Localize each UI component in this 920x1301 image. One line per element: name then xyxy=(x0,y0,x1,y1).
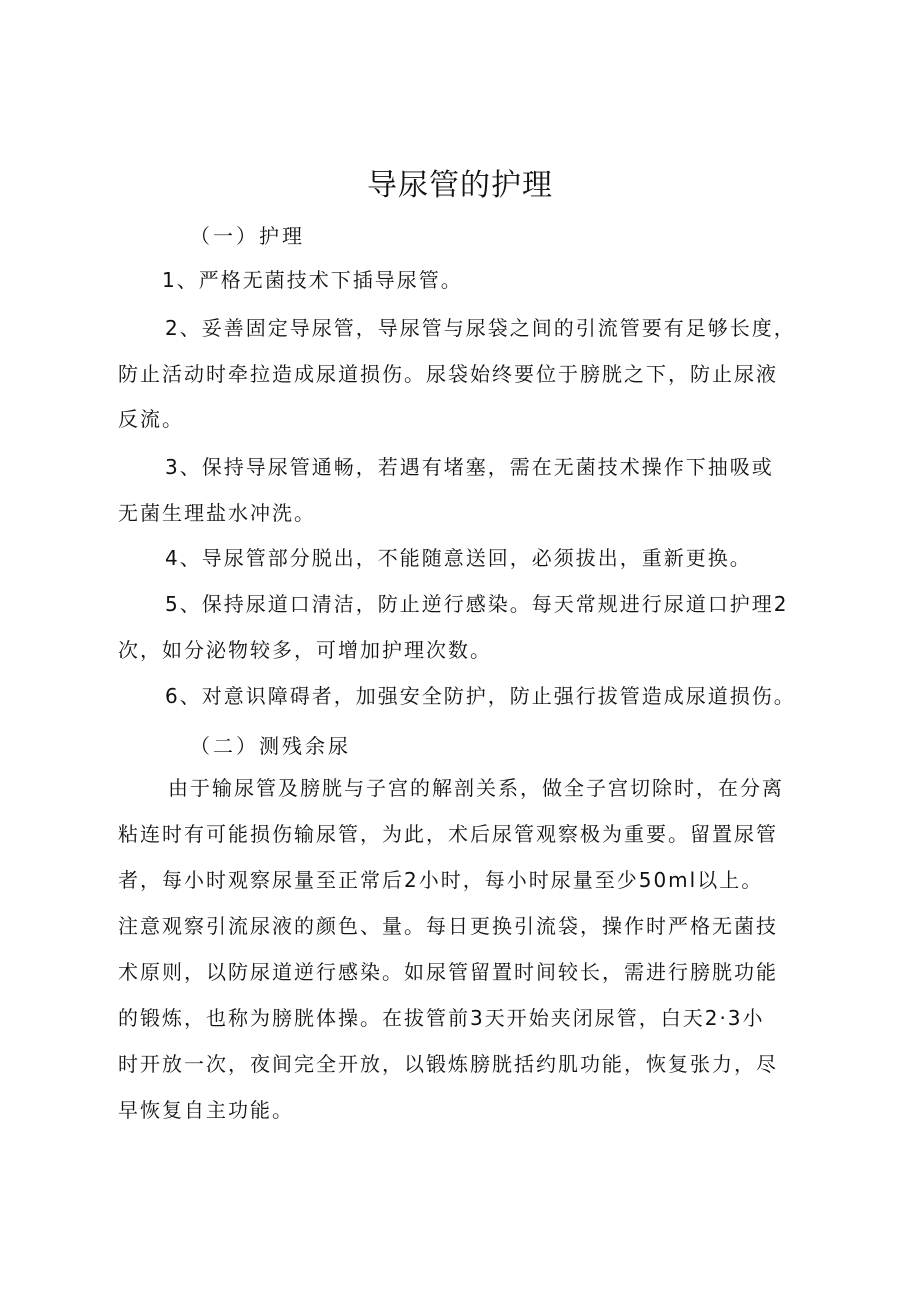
paragraph-line: 次，如分泌物较多，可增加护理次数。 xyxy=(118,638,492,662)
paragraph-line: 无菌生理盐水冲洗。 xyxy=(118,501,316,525)
paragraph-line: 者，每小时观察尿量至正常后2小时，每小时尿量至少50ml以上。 xyxy=(118,868,764,892)
paragraph-line: 3、保持导尿管通畅，若遇有堵塞，需在无菌技术操作下抽吸或 xyxy=(165,455,774,479)
paragraph-line: 5、保持尿道口清洁，防止逆行感染。每天常规进行尿道口护理2 xyxy=(165,592,789,616)
paragraph-line: 早恢复自主功能。 xyxy=(118,1098,294,1122)
paragraph-line: 由于输尿管及膀胱与子宫的解剖关系，做全子宫切除时，在分离 xyxy=(168,776,784,800)
paragraph-line: 2、妥善固定导尿管，导尿管与尿袋之间的引流管要有足够长度， xyxy=(165,316,796,340)
paragraph-line: 1、严格无菌技术下插导尿管。 xyxy=(162,268,463,292)
paragraph-line: 注意观察引流尿液的颜色、量。每日更换引流袋，操作时严格无菌技 xyxy=(118,914,778,938)
section-heading-care: （一）护理 xyxy=(190,224,305,248)
section-heading-residual-urine: （二）测残余尿 xyxy=(190,734,351,758)
paragraph-line: 粘连时有可能损伤输尿管，为此，术后尿管观察极为重要。留置尿管 xyxy=(118,822,778,846)
page-title: 导尿管的护理 xyxy=(367,168,553,203)
paragraph-line: 防止活动时牵拉造成尿道损伤。尿袋始终要位于膀胱之下，防止尿液 xyxy=(118,362,778,386)
paragraph-line: 术原则，以防尿道逆行感染。如尿管留置时间较长，需进行膀胱功能 xyxy=(118,960,778,984)
paragraph-line: 反流。 xyxy=(118,407,184,431)
paragraph-line: 时开放一次，夜间完全开放，以锻炼膀胱括约肌功能，恢复张力，尽 xyxy=(118,1052,778,1076)
paragraph-line: 的锻炼，也称为膀胱体操。在拔管前3天开始夹闭尿管，白天2·3小 xyxy=(118,1006,765,1030)
paragraph-line: 6、对意识障碍者，加强安全防护，防止强行拔管造成尿道损伤。 xyxy=(165,684,796,708)
paragraph-line: 4、导尿管部分脱出，不能随意送回，必须拔出，重新更换。 xyxy=(165,546,752,570)
